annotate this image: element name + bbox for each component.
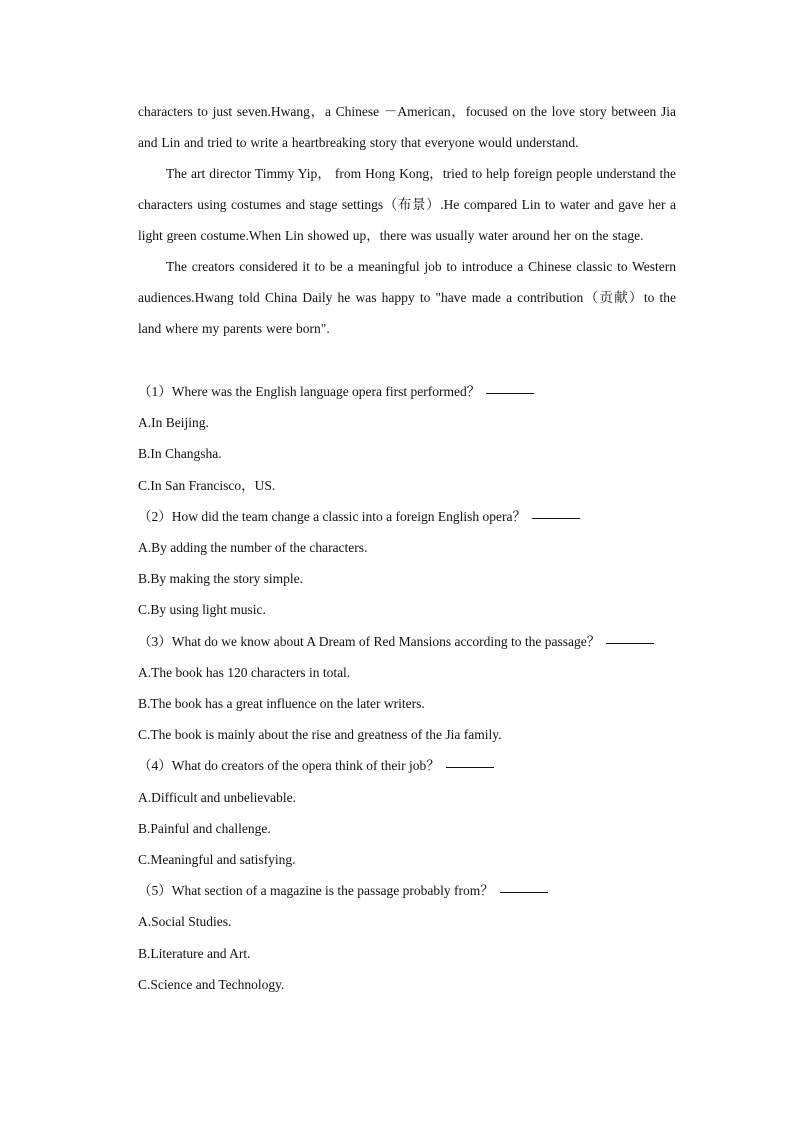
option-a[interactable]: A.By adding the number of the characters. [138,540,368,556]
question-prompt: （5）What section of a magazine is the passage probably from？ [138,875,676,906]
question-4 [138,750,676,875]
question-prompt: （2）How did the team change a classic into a foreign English opera？ [138,501,676,532]
question-1 [138,376,676,501]
option-a[interactable]: A.Social Studies. [138,914,232,930]
question-prompt: （1）Where was the English language opera first performed？ [138,376,676,407]
answer-blank[interactable] [606,642,654,644]
option-b[interactable]: B.The book has a great influence on the later writers. [138,696,425,712]
question-list [138,376,676,1000]
option-b[interactable]: B.Literature and Art. [138,945,251,961]
answer-blank[interactable] [486,392,534,394]
question-prompt: （3）What do we know about A Dream of Red Mansions according to the passage？ [138,626,676,657]
question-3 [138,626,676,751]
passage-paragraph-3: The creators considered it to be a meaningful job to introduce a Chinese classic to Western audiences.Hwang told China Daily he was happy to "have made a contribution（贡献）to the land where my parents were born". [138,259,676,336]
answer-blank[interactable] [500,891,548,893]
option-b[interactable]: B.By making the story simple. [138,571,303,587]
question-2 [138,501,676,626]
option-b[interactable]: B.In Changsha. [138,446,222,462]
question-prompt: （4）What do creators of the opera think of their job？ [138,750,676,781]
document-page [138,96,676,1000]
option-c[interactable]: C.Meaningful and satisfying. [138,852,296,868]
question-5 [138,875,676,1000]
option-a[interactable]: A.Difficult and unbelievable. [138,789,296,805]
option-c[interactable]: C.Science and Technology. [138,976,285,992]
answer-blank[interactable] [446,766,494,768]
passage-paragraph-2: The art director Timmy Yip， from Hong Kong，tried to help foreign people understand the characters using costumes and stage settings（布景）.He compared Lin to water and gave her a light green costume.When Lin showed up，there was usually water around her on the stage. [138,166,676,243]
passage-paragraph-1: characters to just seven.Hwang，a Chinese －American，focused on the love story between Jia and Lin and tried to write a heartbreaking story that everyone would understand. [138,104,676,150]
reading-passage [138,96,676,344]
answer-blank[interactable] [532,517,580,519]
section-gap [138,344,676,376]
option-a[interactable]: A.The book has 120 characters in total. [138,664,351,680]
option-c[interactable]: C.By using light music. [138,602,266,618]
option-b[interactable]: B.Painful and challenge. [138,820,271,836]
option-c[interactable]: C.In San Francisco，US. [138,477,276,493]
option-a[interactable]: A.In Beijing. [138,415,209,431]
option-c[interactable]: C.The book is mainly about the rise and greatness of the Jia family. [138,727,502,743]
